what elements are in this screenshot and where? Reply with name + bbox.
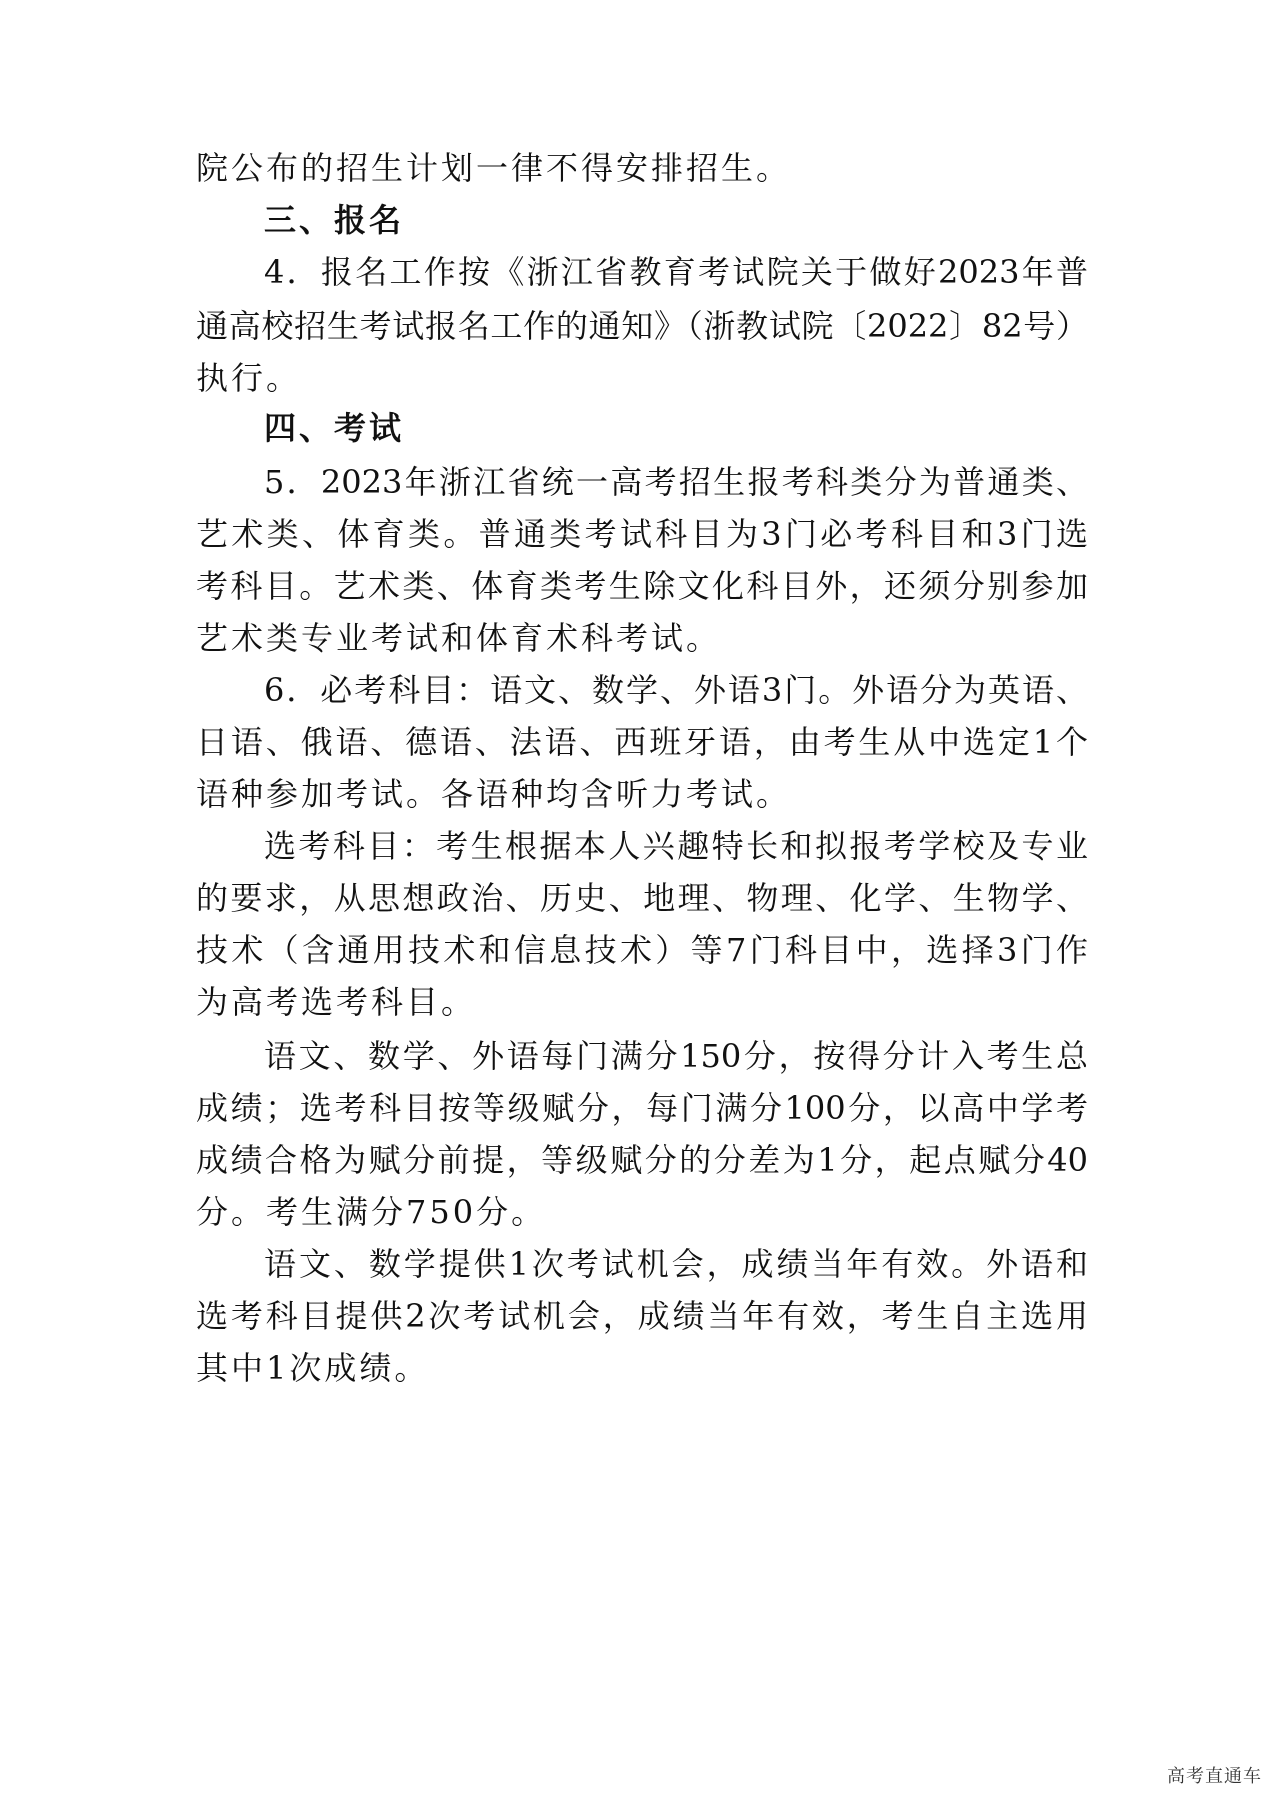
paragraph-line: 选考科目：考生根据本人兴趣特长和拟报考学校及专业 (264, 827, 1088, 865)
paragraph-line: 技术（含通用技术和信息技术）等7门科目中，选择3门作 (196, 931, 1088, 969)
paragraph-line: 5．2023年浙江省统一高考招生报考科类分为普通类、 (264, 463, 1088, 501)
paragraph-line: 分。考生满分750分。 (196, 1193, 547, 1231)
paragraph-line: 4．报名工作按《浙江省教育考试院关于做好2023年普 (264, 253, 1088, 291)
paragraph-line: 日语、俄语、德语、法语、西班牙语，由考生从中选定1个 (196, 723, 1088, 761)
paragraph-line: 语文、数学、外语每门满分150分，按得分计入考生总 (264, 1037, 1088, 1075)
paragraph-line: 艺术类专业考试和体育术科考试。 (196, 619, 722, 657)
paragraph-line: 选考科目提供2次考试机会，成绩当年有效，考生自主选用 (196, 1297, 1088, 1335)
paragraph-line: 6．必考科目：语文、数学、外语3门。外语分为英语、 (264, 671, 1088, 709)
paragraph-line: 成绩；选考科目按等级赋分，每门满分100分，以高中学考 (196, 1089, 1088, 1127)
watermark-text: 高考直通车 (1167, 1766, 1262, 1787)
paragraph-line: 考科目。艺术类、体育类考生除文化科目外，还须分别参加 (196, 567, 1088, 605)
paragraph-line: 院公布的招生计划一律不得安排招生。 (196, 149, 792, 187)
paragraph-line: 艺术类、体育类。普通类考试科目为3门必考科目和3门选 (196, 515, 1088, 553)
paragraph-line: 的要求，从思想政治、历史、地理、物理、化学、生物学、 (196, 879, 1088, 917)
paragraph-line: 语文、数学提供1次考试机会，成绩当年有效。外语和 (264, 1245, 1088, 1283)
paragraph-line: 通高校招生考试报名工作的通知》（浙教试院〔2022〕82号） (196, 307, 1088, 345)
paragraph-line: 成绩合格为赋分前提，等级赋分的分差为1分，起点赋分40 (196, 1141, 1088, 1179)
paragraph-line: 语种参加考试。各语种均含听力考试。 (196, 775, 792, 813)
section-heading-registration: 三、报名 (264, 201, 405, 239)
paragraph-line: 其中1次成绩。 (196, 1349, 430, 1387)
section-heading-exam: 四、考试 (264, 409, 405, 447)
paragraph-line: 为高考选考科目。 (196, 983, 477, 1021)
paragraph-line: 执行。 (196, 359, 302, 397)
